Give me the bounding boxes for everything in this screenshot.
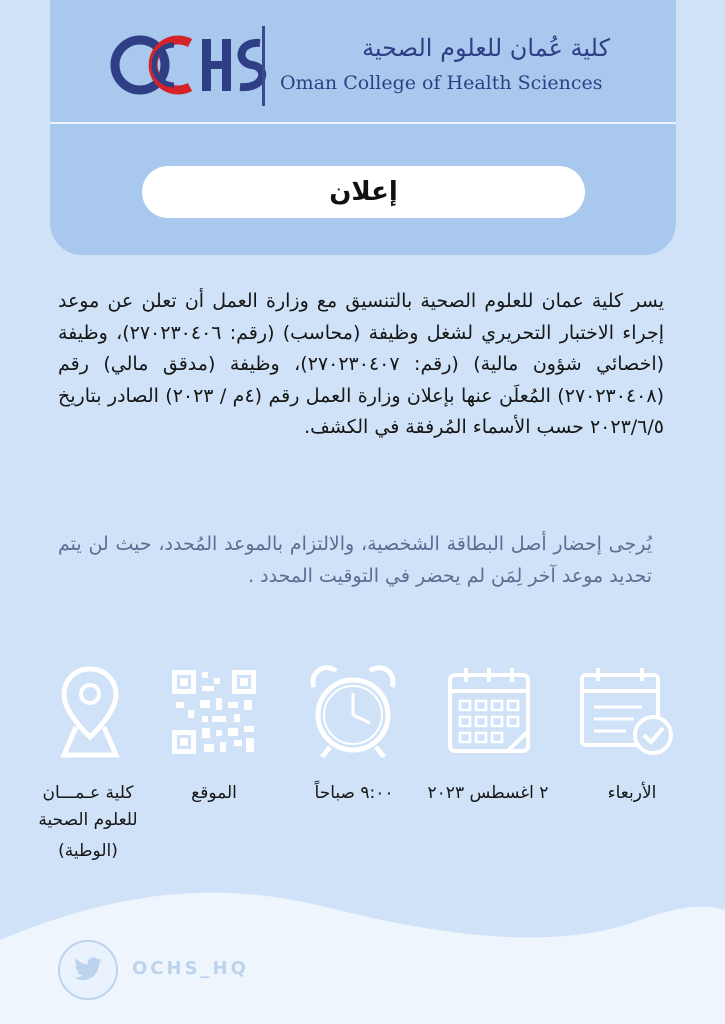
- calendar-check-icon: [578, 665, 676, 757]
- twitter-button[interactable]: [58, 940, 118, 1000]
- location-label: الموقع: [191, 783, 237, 803]
- college-logo: [110, 25, 275, 105]
- announcement-title: إعلان: [329, 177, 398, 207]
- logo-separator: [262, 26, 265, 106]
- location-pin-icon: [58, 665, 122, 759]
- venue-line-1: كلية عـمـــان: [42, 783, 134, 803]
- twitter-bird-icon: [74, 957, 102, 981]
- title-pill: [142, 166, 585, 218]
- header-card: [50, 0, 676, 255]
- calendar-icon: [446, 665, 532, 757]
- date-label: ٢ اغسطس ٢٠٢٣: [427, 783, 549, 803]
- college-name-arabic: كلية عُمان للعلوم الصحية: [362, 34, 610, 62]
- twitter-handle[interactable]: OCHS_HQ: [132, 958, 249, 979]
- header-divider: [50, 122, 676, 124]
- college-name-english: Oman College of Health Sciences: [280, 72, 603, 94]
- qr-code-icon: [172, 670, 256, 754]
- day-label: الأربعاء: [607, 783, 657, 803]
- announcement-paragraph: يسر كلية عمان للعلوم الصحية بالتنسيق مع وزارة العمل أن تعلن عن موعد إجراء الاختبار التحريري لشغل وظيفة (محاسب) (رقم: ٢٧٠٢٣٠٤٠٦)، وظيفة (اخصائي شؤون مالية) (رقم: ٢٧٠٢٣٠٤٠٧)، وظيفة (مدقق مالي) رقم (٢٧٠٢٣٠٤٠٨) المُعلَن عنها بإعلان وزارة العمل رقم (٤م / ٢٠٢٣) الصادر بتاريخ ٢٠٢٣/٦/٥ حسب الأسماء المُرفقة في الكشف.: [58, 290, 665, 438]
- venue-line-3: (الوطية): [58, 841, 118, 861]
- time-label: ٩:٠٠ صباحاً: [314, 783, 394, 803]
- alarm-clock-icon: [306, 665, 400, 759]
- instructions-paragraph: يُرجى إحضار أصل البطاقة الشخصية، والالتزام بالموعد المُحدد، حيث لن يتم تحديد موعد آخر لِمَن لم يحضر في التوقيت المحدد .: [58, 533, 652, 587]
- venue-line-2: للعلوم الصحية: [38, 810, 138, 830]
